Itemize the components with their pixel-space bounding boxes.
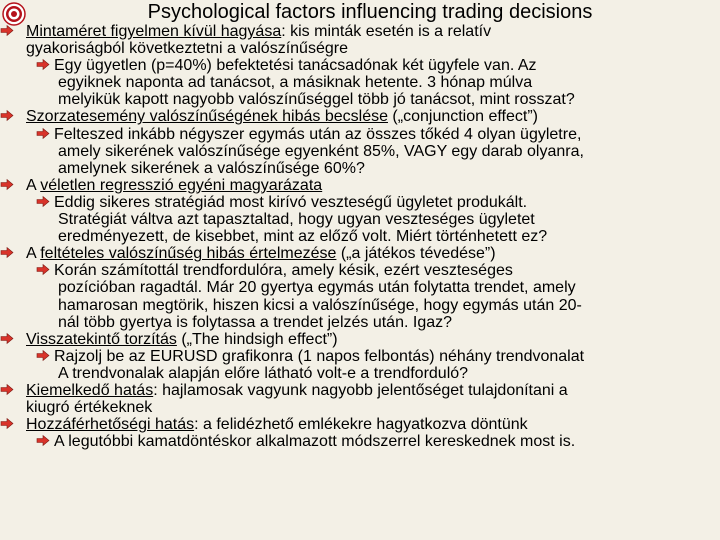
heading-rest: („The hindsigh effect”)	[176, 330, 338, 348]
list-item	[0, 416, 716, 433]
arrow-bullet-icon	[0, 383, 14, 396]
sub-item	[0, 433, 716, 450]
sub-item-text: egyiknek naponta ad tanácsot, a másiknak hetente. 3 hónap múlva	[58, 74, 533, 92]
sub-item-text: hamarosan megtörik, hiszen kicsi a valószínűsége, hogy egymás után 20-	[58, 296, 582, 314]
heading-prefix: A	[26, 245, 41, 263]
sub-item-text: nál több gyertya is folytassa a trendet jelzés után. Igaz?	[58, 313, 453, 331]
item-heading	[26, 331, 716, 348]
heading-rest: : kis minták esetén is a relatív	[281, 23, 492, 40]
heading-underlined: Mintaméret figyelmen kívül hagyása	[26, 23, 282, 40]
sub-item-text: A legutóbbi kamatdöntéskor alkalmazott módszerrel kereskednek most is.	[54, 433, 576, 451]
sub-item-text: amely sikerének valószínűsége egyenként 85%, VAGY egy darab olyanra,	[58, 142, 584, 160]
arrow-sub-bullet-icon	[36, 58, 50, 71]
sub-item-text: Eddig sikeres stratégiád most kirívó veszteségű ügyletet produkált.	[54, 193, 528, 211]
sub-item-text: Rajzolj be az EURUSD grafikonra (1 napos felbontás) néhány trendvonalat	[54, 347, 585, 365]
heading-underlined: Szorzatesemény valószínűségének hibás becslése	[26, 108, 388, 126]
arrow-bullet-icon	[0, 109, 14, 122]
arrow-bullet-icon	[0, 246, 14, 259]
arrow-bullet-icon	[0, 332, 14, 345]
heading-prefix: A	[26, 176, 41, 194]
sub-item-text: pozícióban ragadtál. Már 20 gyertya egymás után folytatta trendet, amely	[58, 279, 576, 297]
list-item	[0, 245, 716, 262]
heading-rest: : a felidézhető emlékekre hagyatkozva döntünk	[194, 416, 528, 434]
arrow-bullet-icon	[0, 24, 14, 37]
arrow-sub-bullet-icon	[36, 434, 50, 447]
heading-underlined: Kiemelkedő hatás	[26, 381, 154, 399]
arrow-sub-bullet-icon	[36, 195, 50, 208]
heading-rest: : hajlamosak vagyunk nagyobb jelentőséget tulajdonítani a	[153, 381, 568, 399]
item-heading	[26, 382, 716, 399]
sub-item-text: Stratégiát váltva azt tapasztaltad, hogy ugyan veszteséges ügyletet	[58, 211, 535, 229]
heading-rest: („a játékos tévedése”)	[336, 245, 496, 263]
item-heading	[26, 416, 716, 433]
sub-item-text: amelynek sikerének a valószínűsége 60%?	[58, 159, 365, 177]
page-title: Psychological factors influencing trading decisions	[147, 1, 593, 23]
item-heading	[26, 177, 716, 194]
sub-item	[0, 57, 716, 108]
item-heading	[26, 108, 716, 125]
sub-item	[0, 126, 716, 177]
sub-item	[0, 348, 716, 382]
sub-item-text: eredményezett, de kisebbet, mint az előző volt. Miért történhetett ez?	[58, 228, 548, 246]
sub-item-text: A trendvonalak alapján előre látható volt-e a trendforduló?	[58, 364, 469, 382]
heading-underlined: Visszatekintő torzítás	[26, 330, 177, 348]
item-heading	[26, 245, 716, 262]
heading-continuation: gyakoriságból következtetni a valószínűségre	[26, 40, 348, 58]
sub-item-text: melyikük kapott nagyobb valószínűséggel több jó tanácsot, mint rosszat?	[58, 91, 575, 109]
arrow-sub-bullet-icon	[36, 349, 50, 362]
arrow-sub-bullet-icon	[36, 127, 50, 140]
sub-item	[0, 194, 716, 245]
sub-item-text: Felteszed inkább négyszer egymás után az összes tőkéd 4 olyan ügyletre,	[54, 125, 582, 143]
bullet-list	[0, 23, 716, 450]
list-item	[0, 108, 716, 125]
heading-rest: („conjunction effect”)	[387, 108, 538, 126]
heading-underlined: véletlen regresszió egyéni magyarázata	[40, 176, 323, 194]
arrow-bullet-icon	[0, 417, 14, 430]
heading-underlined: Hozzáférhetőségi hatás	[26, 416, 195, 434]
list-item	[0, 177, 716, 194]
arrow-bullet-icon	[0, 178, 14, 191]
heading-underlined: feltételes valószínűség hibás értelmezése	[40, 245, 337, 263]
list-item	[0, 382, 716, 416]
item-heading	[26, 23, 716, 40]
sub-item-text: Korán számítottál trendfordulóra, amely késik, ezért veszteséges	[54, 262, 513, 280]
heading-continuation: kiugró értékeknek	[26, 399, 153, 417]
sub-item-text: Egy ügyetlen (p=40%) befektetési tanácsadónak két ügyfele van. Az	[54, 57, 537, 75]
list-item	[0, 23, 716, 57]
list-item	[0, 331, 716, 348]
sub-item	[0, 262, 716, 330]
arrow-sub-bullet-icon	[36, 263, 50, 276]
